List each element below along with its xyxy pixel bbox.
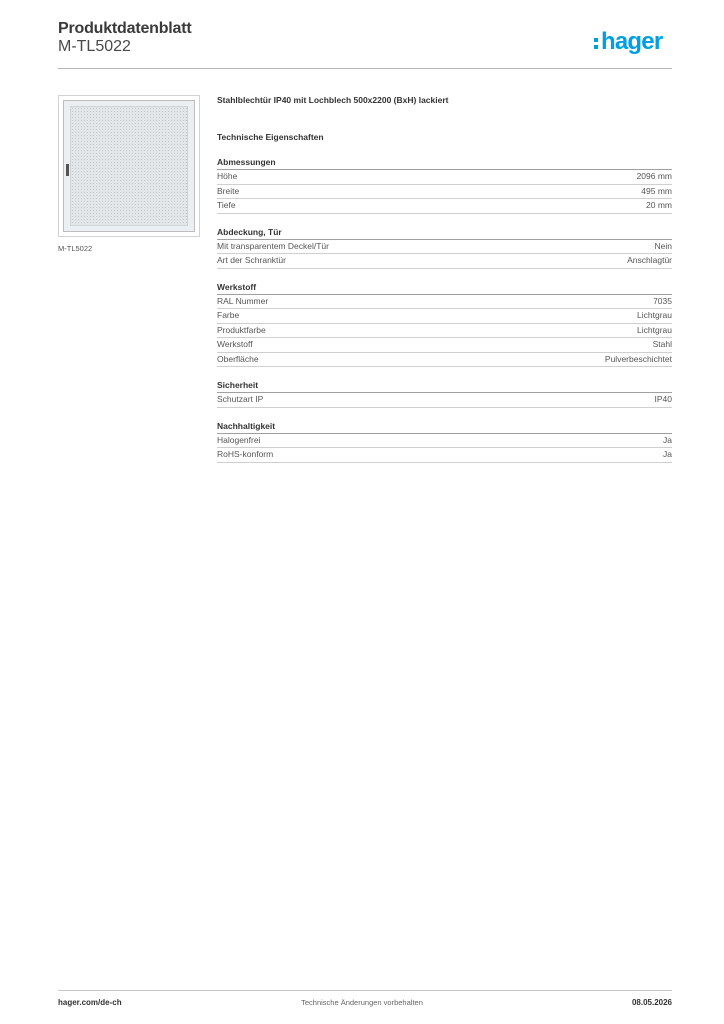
tech-properties-heading: Technische Eigenschaften [217,132,324,142]
property-section [217,226,672,269]
property-label: Mit transparentem Deckel/Tür [217,240,329,251]
property-section [217,156,672,214]
property-value: 2096 mm [636,171,672,181]
article-number: M-TL5022 [58,38,131,55]
property-row [217,324,672,339]
property-value: Stahl [652,339,672,349]
property-value: 20 mm [646,200,672,210]
property-value: Ja [663,434,672,445]
property-row [217,393,672,408]
property-label: Produktfarbe [217,324,266,335]
document-title: Produktdatenblatt [58,20,192,37]
property-section [217,420,672,463]
property-label: Breite [217,185,240,196]
header-divider [58,68,672,69]
property-row [217,309,672,324]
property-value: Ja [663,449,672,459]
property-label: Tiefe [217,200,236,210]
footer-divider [58,990,672,991]
property-value: Lichtgrau [637,310,672,320]
perforated-panel [70,106,188,226]
property-label: Schutzart IP [217,394,264,404]
property-row [217,448,672,463]
property-row [217,338,672,353]
section-title: Nachhaltigkeit [217,420,672,434]
property-row [217,353,672,368]
product-description: Stahlblechtür IP40 mit Lochblech 500x2200 (BxH) lackiert [217,95,449,105]
property-row [217,199,672,214]
property-section [217,379,672,408]
door-handle-icon [66,164,69,176]
property-value: 7035 [653,295,672,306]
product-image [58,95,200,237]
section-title: Werkstoff [217,281,672,295]
product-details [217,92,672,463]
property-row [217,295,672,310]
property-row [217,434,672,449]
property-label: Höhe [217,171,238,181]
section-title: Abdeckung, Tür [217,226,672,240]
property-label: Art der Schranktür [217,255,286,265]
logo-text: hager [601,28,663,55]
property-label: RAL Nummer [217,295,269,306]
property-label: Halogenfrei [217,434,261,445]
door-illustration [63,100,195,232]
property-value: Anschlagtür [627,255,672,265]
hager-logo [594,27,674,57]
property-value: IP40 [654,394,672,404]
footer-note: Technische Änderungen vorbehalten [301,998,423,1007]
footer-website: hager.com/de-ch [58,998,122,1007]
property-value: Pulverbeschichtet [604,353,672,364]
property-label: RoHS-konform [217,449,274,459]
property-row [217,240,672,255]
image-caption: M-TL5022 [58,244,93,253]
property-label: Oberfläche [217,353,259,364]
property-value: Nein [654,240,672,251]
property-label: Werkstoff [217,339,253,349]
section-title: Abmessungen [217,156,672,170]
property-row [217,170,672,185]
logo-dots-icon [594,27,599,57]
property-section [217,281,672,368]
property-label: Farbe [217,310,240,320]
property-row [217,254,672,269]
footer-date: 08.05.2026 [631,998,672,1007]
property-sections [217,156,672,463]
property-value: 495 mm [641,185,672,196]
property-value: Lichtgrau [637,324,672,335]
section-title: Sicherheit [217,379,672,393]
property-row [217,185,672,200]
